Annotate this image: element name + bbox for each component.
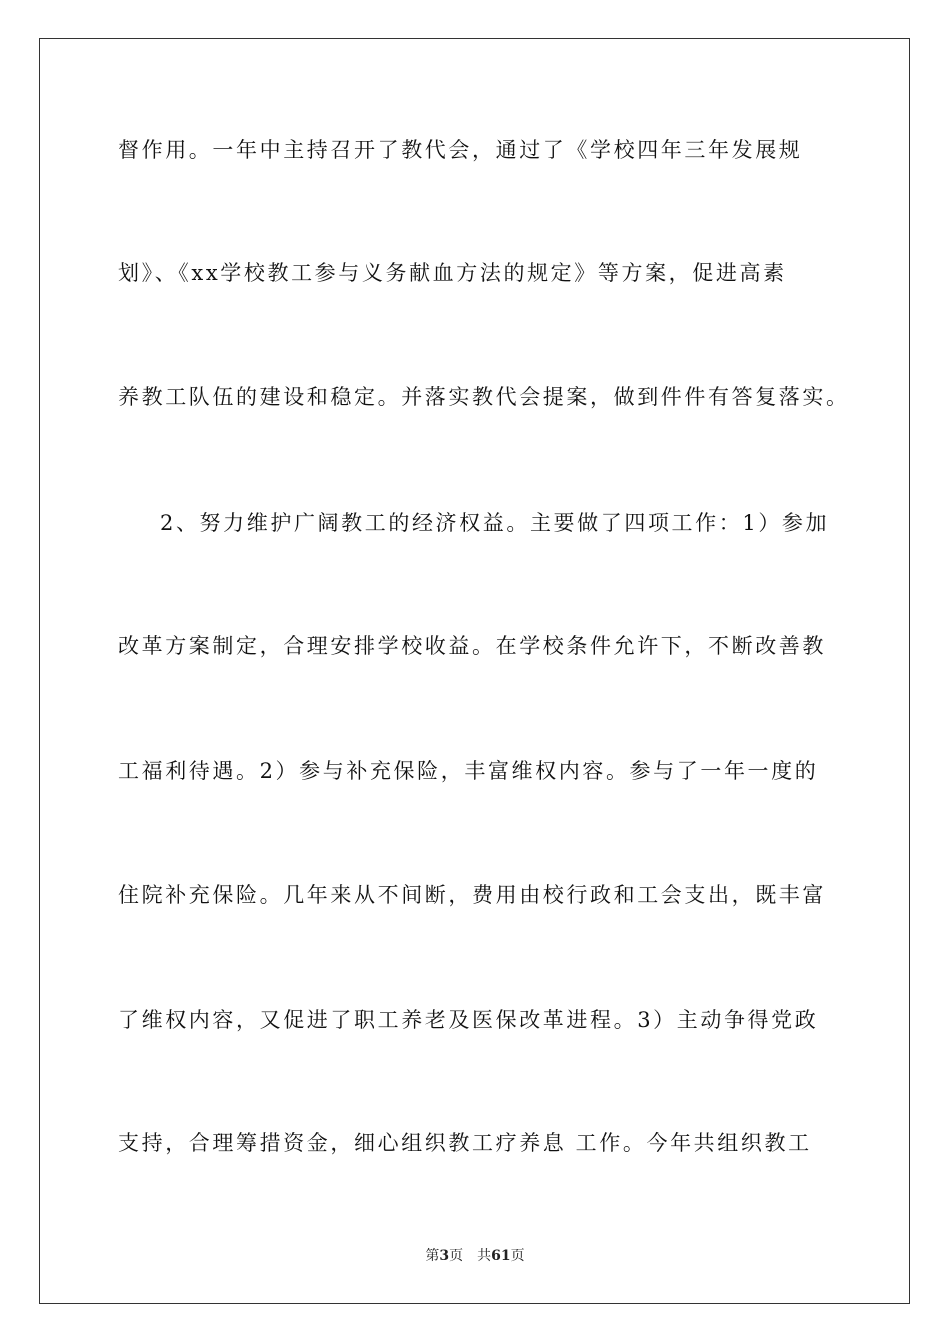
page-footer bbox=[0, 1247, 950, 1265]
body-text-line-4: 2、努力维护广阔教工的经济权益。主要做了四项工作：1）参加 bbox=[160, 511, 830, 535]
body-text-line-9: 支持，合理筹措资金，细心组织教工疗养息 工作。今年共组织教工 bbox=[118, 1131, 812, 1155]
total-pages-prefix: 共 bbox=[477, 1248, 492, 1264]
body-text-line-2: 划》、《xx学校教工参与义务献血方法的规定》等方案，促进高素 bbox=[118, 261, 787, 285]
body-text-line-3: 养教工队伍的建设和稳定。并落实教代会提案，做到件件有答复落实。 bbox=[118, 385, 850, 409]
body-text-line-1: 督作用。一年中主持召开了教代会，通过了《学校四年三年发展规 bbox=[118, 138, 803, 162]
page-number: 3 bbox=[439, 1248, 450, 1264]
body-text-line-5: 改革方案制定，合理安排学校收益。在学校条件允许下，不断改善教 bbox=[118, 634, 826, 658]
body-text-line-6: 工福利待遇。2）参与补充保险，丰富维权内容。参与了一年一度的 bbox=[118, 759, 819, 783]
body-text-line-7: 住院补充保险。几年来从不间断，费用由校行政和工会支出，既丰富 bbox=[118, 883, 826, 907]
total-pages-suffix: 页 bbox=[510, 1248, 525, 1264]
page-border bbox=[39, 38, 910, 1304]
page-number-suffix: 页 bbox=[449, 1248, 464, 1264]
total-pages: 61 bbox=[491, 1248, 511, 1264]
body-text-line-8: 了维权内容，又促进了职工养老及医保改革进程。3）主动争得党政 bbox=[118, 1008, 819, 1032]
page-number-prefix: 第 bbox=[425, 1248, 440, 1264]
